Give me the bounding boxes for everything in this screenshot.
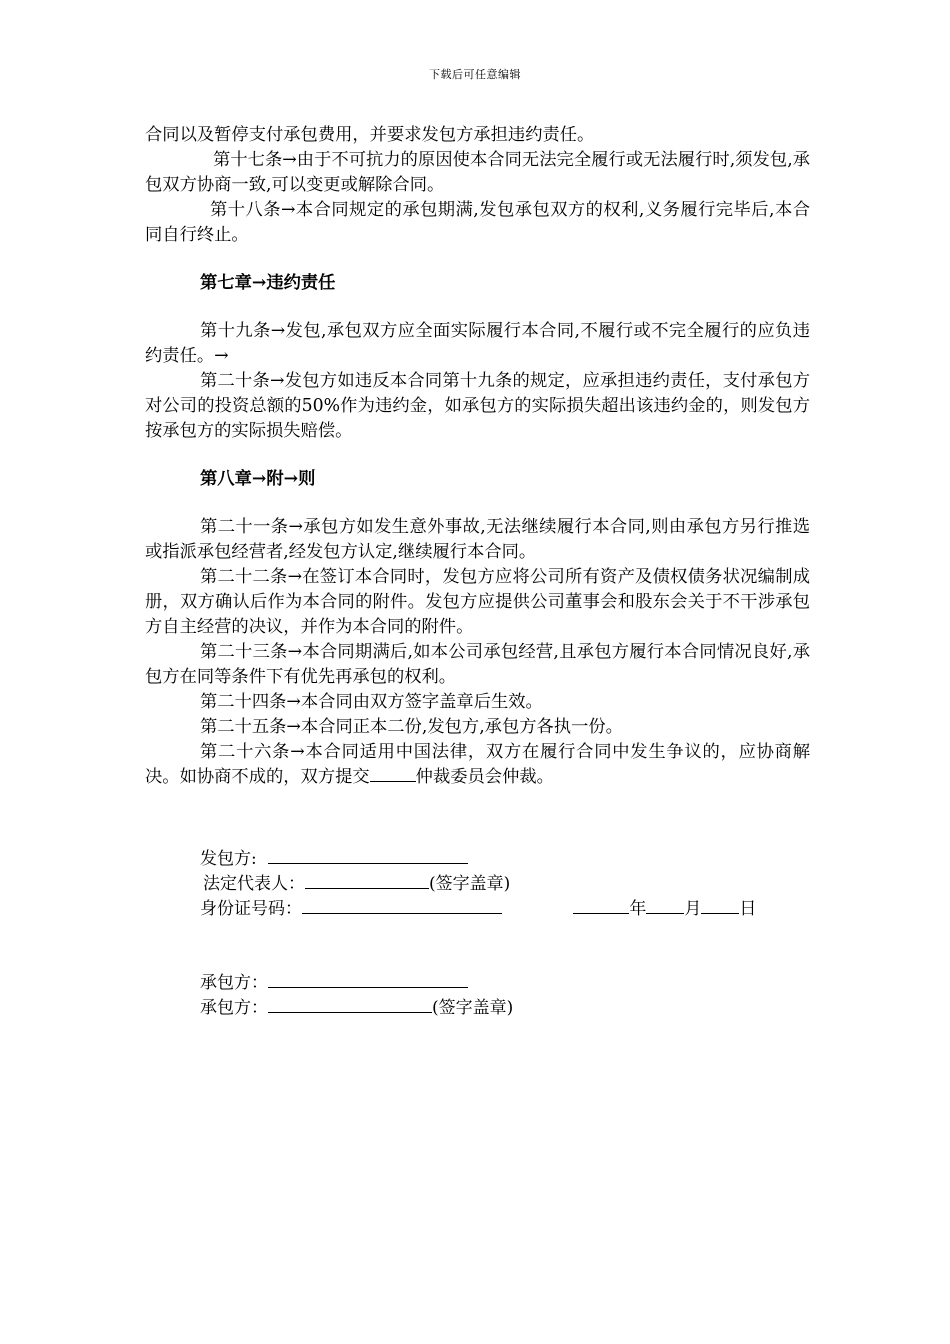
article-25: 第二十五条→本合同正本二份,发包方,承包方各执一份。 [200,717,623,737]
chapter-8-heading: 第八章→附→则 [200,469,316,489]
day-label: 日 [739,899,757,919]
year-label: 年 [629,899,647,919]
party-b-blank [268,971,468,988]
legal-rep-row [203,872,510,896]
party-a-blank [268,847,468,864]
id-row [200,897,756,921]
legal-rep-label: 法定代表人： [203,874,305,894]
party-b-sign-row [200,996,513,1020]
month-blank [646,897,684,914]
year-blank [573,897,629,914]
article-22: 第二十二条→在签订本合同时，发包方应将公司所有资产及债权债务状况编制成册，双方确认后作为本合同的附件。发包方应提供公司董事会和股东会关于不干涉承包方自主经营的决议，并作为本合同的附件。 [145,567,810,637]
article-26-text: 第二十六条→本合同适用中国法律，双方在履行合同中发生争议的，应协商解决。如协商不成的，双方提交 [145,742,810,787]
article-26 [145,740,810,790]
day-blank [701,897,739,914]
article-17: 第十七条→由于不可抗力的原因使本合同无法完全履行或无法履行时,须发包,承包双方协商一致,可以变更或解除合同。 [145,150,810,195]
arbitration-blank [370,765,416,782]
party-a-label: 发包方: [200,849,257,869]
article-19: 第十九条→发包,承包双方应全面实际履行本合同,不履行或不完全履行的应负违约责任。→ [145,321,810,366]
article-26-text-end: 仲裁委员会仲裁。 [415,767,554,787]
article-21: 第二十一条→承包方如发生意外事故,无法继续履行本合同,则由承包方另行推选或指派承包经营者,经发包方认定,继续履行本合同。 [145,517,810,562]
party-b-sign-label: 承包方： [200,998,268,1018]
seal-note-2: (签字盖章) [432,998,514,1018]
party-b-sign-blank [268,996,432,1013]
party-b-row [200,971,468,995]
article-23: 第二十三条→本合同期满后,如本公司承包经营,且承包方履行本合同情况良好,承包方在同等条件下有优先再承包的权利。 [145,642,810,687]
month-label: 月 [684,899,702,919]
id-blank [302,897,502,914]
chapter-7-heading: 第七章→违约责任 [200,273,336,293]
seal-note: (签字盖章) [429,874,511,894]
paragraph: 合同以及暂停支付承包费用，并要求发包方承担违约责任。 [145,125,595,145]
page-header: 下载后可任意编辑 [429,68,521,81]
article-20: 第二十条→发包方如违反本合同第十九条的规定，应承担违约责任，支付承包方对公司的投资总额的50%作为违约金，如承包方的实际损失超出该违约金的，则发包方按承包方的实际损失赔偿。 [145,371,810,441]
contract-body [145,123,810,790]
id-label: 身份证号码： [200,899,302,919]
party-a-row [200,847,468,871]
legal-rep-blank [305,872,429,889]
article-18: 第十八条→本合同规定的承包期满,发包承包双方的权利,义务履行完毕后,本合同自行终止。 [145,200,810,245]
article-24: 第二十四条→本合同由双方签字盖章后生效。 [200,692,543,712]
party-b-label: 承包方： [200,973,268,993]
